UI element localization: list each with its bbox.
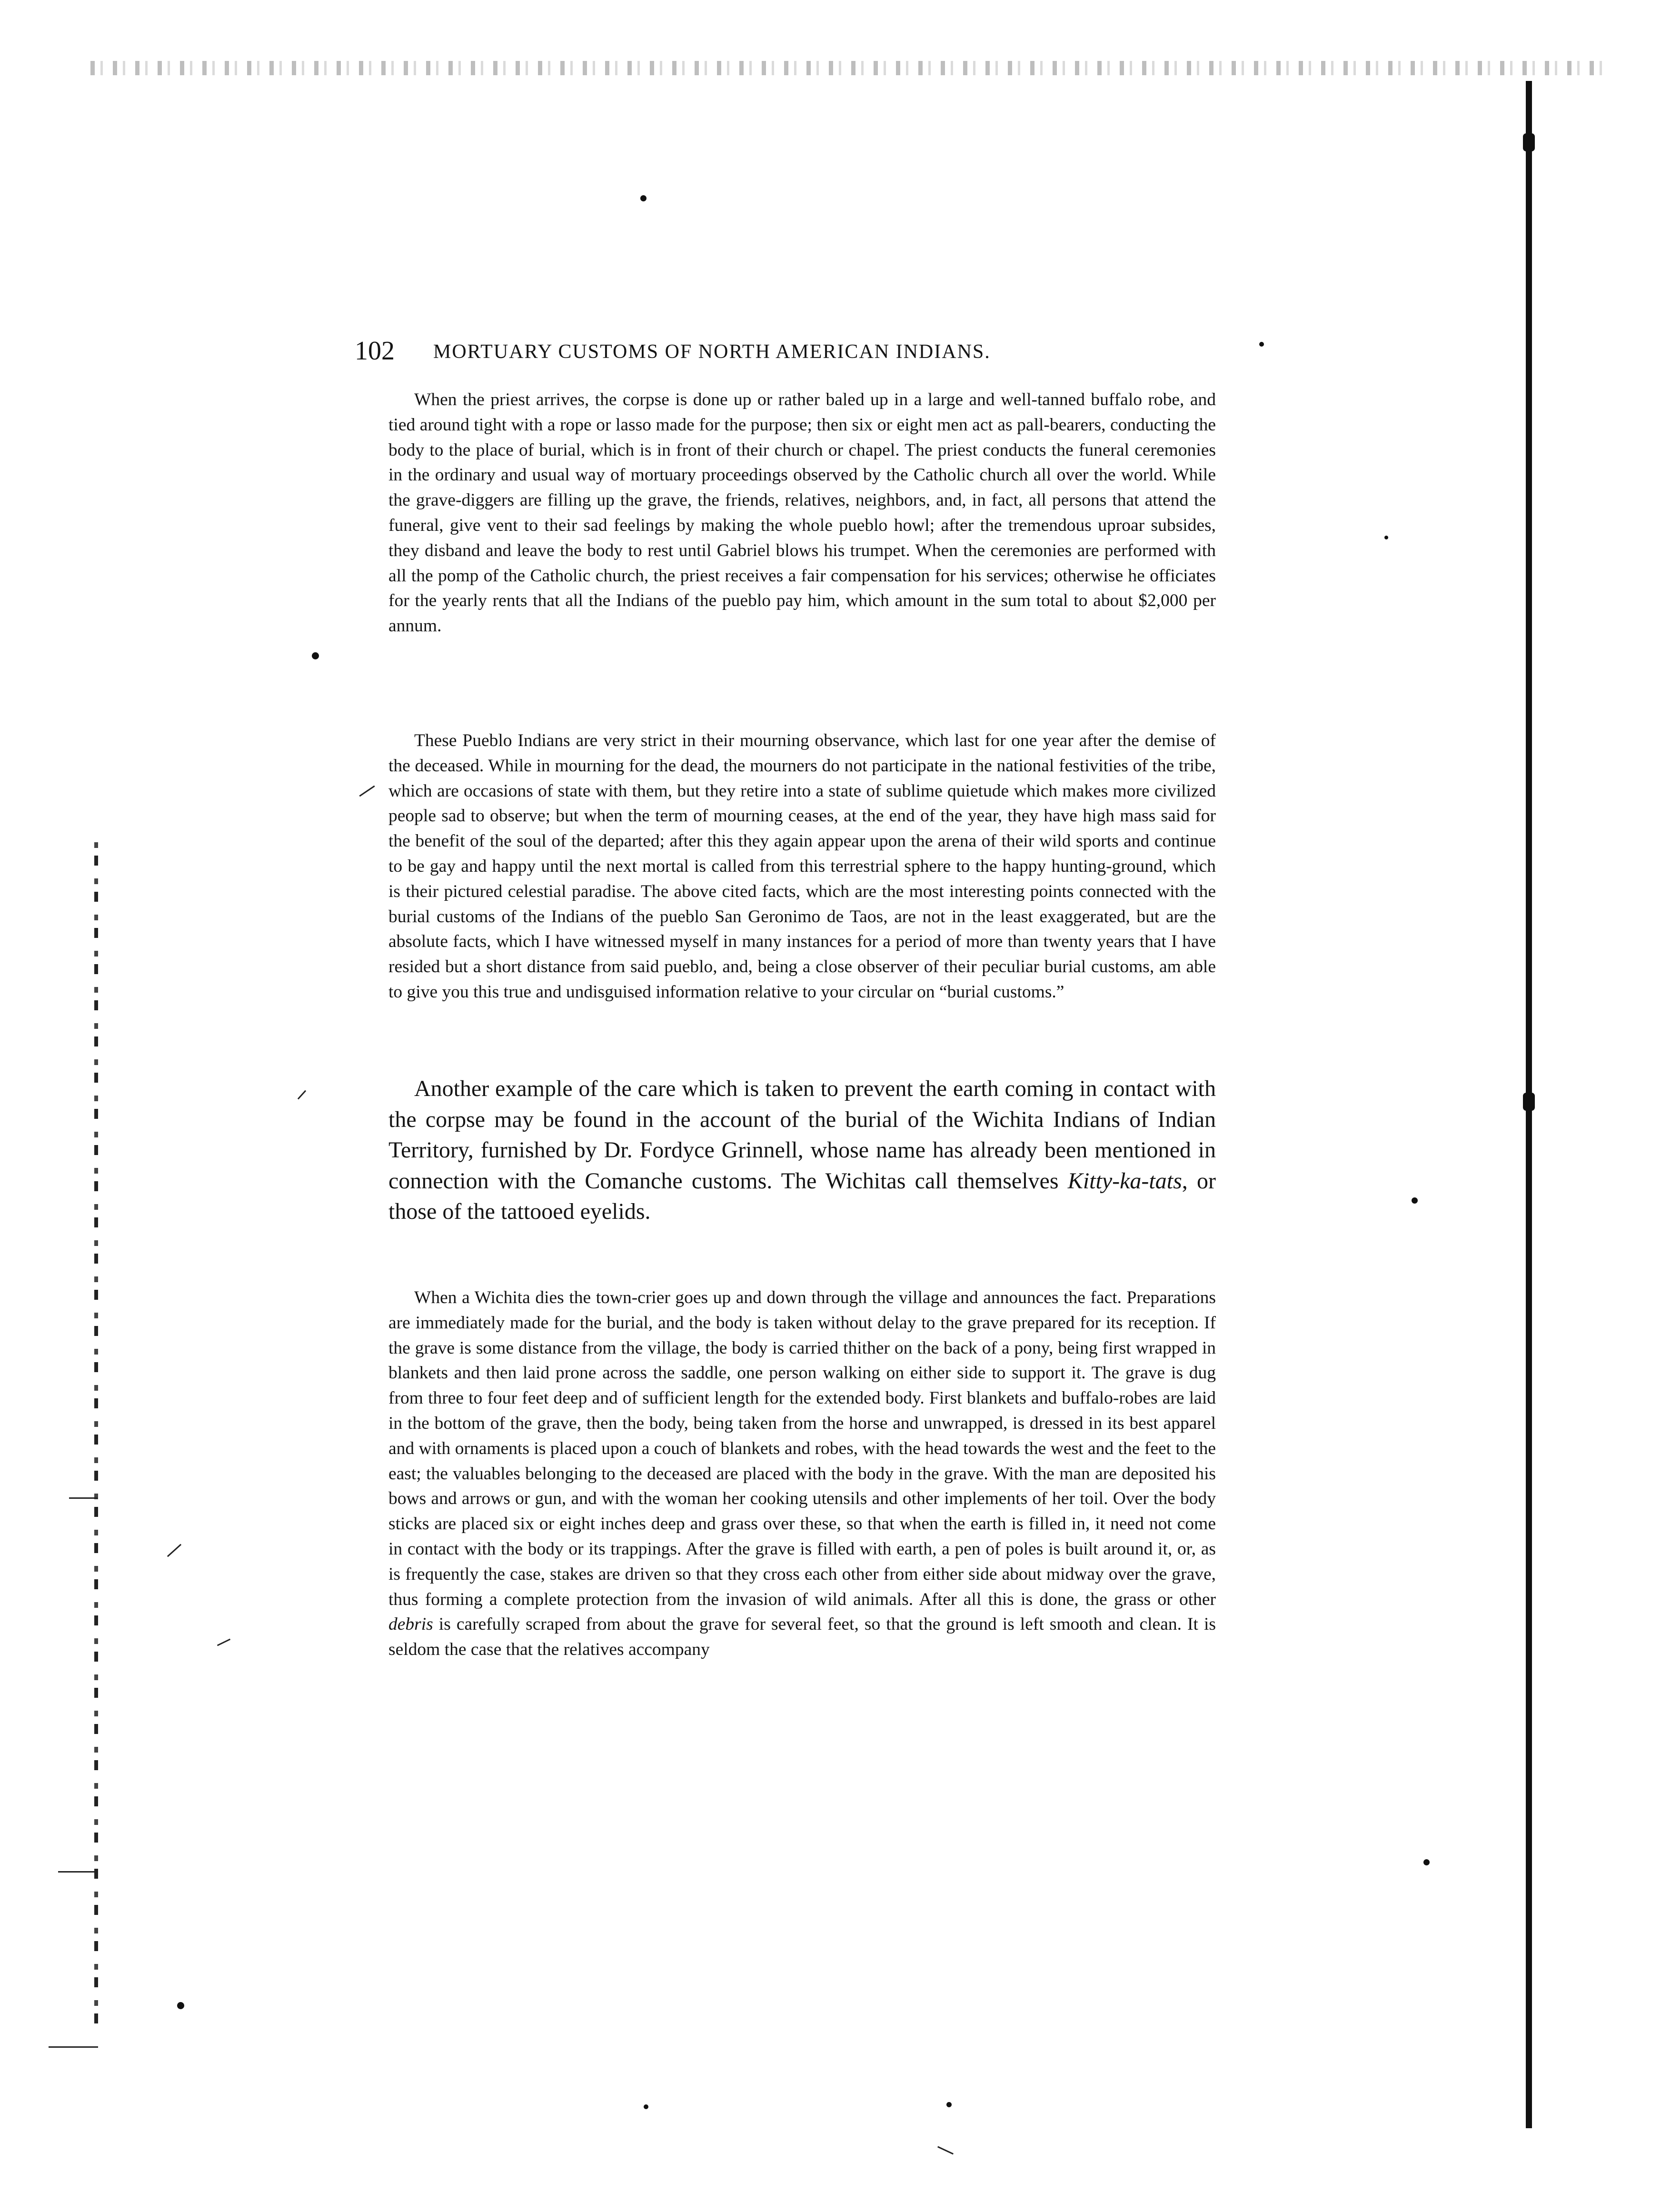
binding-mark bbox=[49, 2046, 98, 2048]
margin-pencil-mark bbox=[167, 1544, 181, 1557]
paragraph-text: is carefully scraped from about the grave for several feet, so that the ground is left smooth and clean. It is seldom the case that the relatives accompany bbox=[388, 1614, 1216, 1660]
page-header bbox=[355, 336, 1250, 366]
running-head: MORTUARY CUSTOMS OF NORTH AMERICAN INDIANS. bbox=[433, 341, 991, 363]
paragraph-text: Another example of the care which is taken to prevent the earth coming in contact with the corpse may be found in the account of the burial of the Wichita Indians of Indian Territory, furnished by Dr. Fordyce Grinnell, whose name has already been mentioned in connection with the Comanche customs. The Wichitas call themselves bbox=[388, 1076, 1216, 1194]
paragraph-pueblo-mourning: These Pueblo Indians are very strict in their mourning observance, which last for one year after the demise of the deceased. While in mourning for the dead, the mourners do not participate in the national festivities of the tribe, which are occasions of state with them, but they retire into a state of sublime quietude which makes more civilized people sad to observe; but when the term of mourning ceases, at the end of the year, they have high mass said for the benefit of the soul of the departed; after this they again appear upon the arena of their wild sports and continue to be gay and happy until the next mortal is called from this terrestrial sphere to the happy hunting-ground, which is their pictured celestial paradise. The above cited facts, which are the most interesting points connected with the burial customs of the Indians of the pueblo San Geronimo de Taos, are not in the least exaggerated, but are the absolute facts, which I have witnessed myself in many instances for a period of more than twenty years that I have resided but a short distance from said pueblo, and, being a close observer of their peculiar burial customs, am able to give you this true and undisguised information relative to your circular on “burial customs.” bbox=[388, 731, 1216, 1002]
scan-right-edge-mark bbox=[1523, 133, 1535, 151]
paragraph-priest-burial: When the priest arrives, the corpse is done up or rather baled up in a large and well-tanned buffalo robe, and tied around tight with a rope or lasso made for the purpose; then six or eight men act as pall-bearers, conducting the body to the place of burial, which is in front of their church or chapel. The priest conducts the funeral ceremonies in the ordinary and usual way of mortuary proceedings observed by the Catholic church all over the world. While the grave-diggers are filling up the grave, the friends, relatives, neighbors, and, in fact, all persons that attend the funeral, give vent to their sad feelings by making the whole pueblo howl; after the tremendous uproar subsides, they disband and leave the body to rest until Gabriel blows his trumpet. When the ceremonies are performed with all the pomp of the Catholic church, the priest receives a fair compensation for his services; otherwise he officiates for the yearly rents that all the Indians of the pueblo pay him, which amount in the sum total to about $2,000 per annum. bbox=[388, 390, 1216, 636]
margin-pencil-mark bbox=[217, 1639, 230, 1646]
scan-speck bbox=[1412, 1197, 1418, 1204]
scan-speck bbox=[312, 652, 319, 659]
italic-tribal-name: Kitty-ka-tats bbox=[1067, 1168, 1182, 1194]
scan-speck bbox=[644, 2104, 648, 2109]
binding-mark bbox=[69, 1497, 98, 1499]
scan-right-edge-mark bbox=[1523, 1093, 1535, 1111]
binding-mark bbox=[58, 1871, 97, 1873]
scan-top-edge-noise bbox=[90, 61, 1609, 75]
paragraph-text: When a Wichita dies the town-crier goes up and down through the village and announces the fact. Preparations are immediately made for the burial, and the body is taken without delay to the grave prepared for its reception. If the grave is some distance from the village, the body is carried thither on the back of a pony, being first wrapped in blankets and then laid prone across the saddle, one person walking on either side to support it. The grave is dug from three to four feet deep and of sufficient length for the extended body. First blankets and buffalo-robes are laid in the bottom of the grave, then the body, being taken from the horse and unwrapped, is dressed in its best apparel and with ornaments is placed upon a couch of blankets and robes, with the head towards the west and the feet to the east; the valuables belonging to the deceased are placed with the body in the grave. With the man are deposited his bows and arrows or gun, and with the woman her cooking utensils and other implements of her toil. Over the body sticks are placed six or eight inches deep and grass over these, so that when the earth is filled in, it need not come in contact with the body or its trappings. After the grave is filled with earth, a pen of poles is built around it, or, as is frequently the case, stakes are driven so that they cross each other from either side about midway over the grave, thus forming a complete protection from the invasion of wild animals. After all this is done, the grass or other bbox=[388, 1288, 1216, 1609]
scan-speck bbox=[946, 2102, 952, 2107]
scan-speck bbox=[1259, 342, 1264, 347]
paragraph-text: , or those of the tattooed eyelids. bbox=[388, 1168, 1216, 1224]
margin-pencil-mark bbox=[359, 786, 375, 797]
scan-speck bbox=[1423, 1859, 1430, 1865]
scan-left-binding-marks bbox=[94, 833, 98, 2023]
margin-pencil-mark bbox=[298, 1090, 306, 1100]
scan-speck bbox=[177, 2002, 184, 2009]
italic-debris: debris bbox=[388, 1614, 433, 1634]
scan-speck bbox=[1384, 536, 1388, 539]
paragraph-wichita-burial bbox=[388, 1285, 1216, 1800]
paragraph-wichita-introduction bbox=[388, 1074, 1216, 1278]
margin-pencil-mark bbox=[937, 2146, 954, 2155]
page-number: 102 bbox=[355, 336, 395, 366]
scan-speck bbox=[640, 195, 646, 201]
